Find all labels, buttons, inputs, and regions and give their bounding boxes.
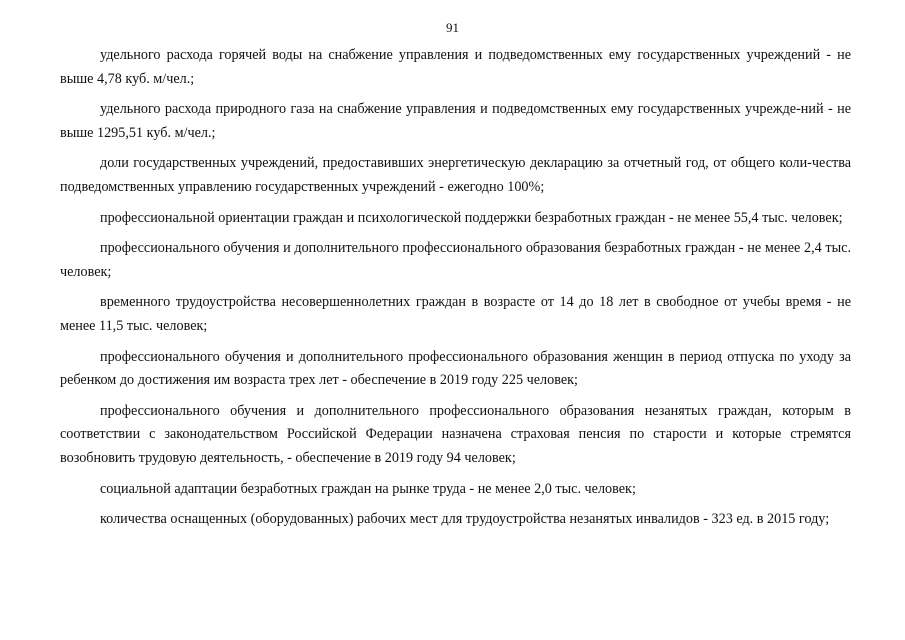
paragraph-women-training: профессионального обучения и дополнительного профессионального образования женщин в период отпуска по уходу за ребенком до достижения им возраста трех лет - обеспечение в 2019 году 225 человек; [60,348,851,389]
page-body [60,44,851,539]
paragraph-energy-declaration: доли государственных учреждений, предоставивших энергетическую декларацию за отчетный год, от общего коли-чества подведомственных управлению государственных учреждений - ежегодно 100%; [60,155,851,195]
paragraph-unemployed-training: профессионального обучения и дополнительного профессионального образования безработных граждан - не менее 2,4 тыс. человек; [60,240,851,280]
paragraph-minors-employment: временного трудоустройства несовершеннолетних граждан в возрасте от 14 до 18 лет в свободное от учебы время - не менее 11,5 тыс. человек; [60,294,851,334]
paragraph-pensioners-training: профессионального обучения и дополнительного профессионального образования незанятых граждан, которым в соответствии с законодательством Российской Федерации назначена страховая пенсия по старости и которые стремятся возобновить трудовую деятельность, - обеспечение в 2019 году 94 человек; [60,402,851,466]
page-number: 91 [446,20,459,35]
paragraph-social-adaptation: социальной адаптации безработных граждан на рынке труда - не менее 2,0 тыс. человек; [100,480,636,497]
paragraph-disabled-workplaces: количества оснащенных (оборудованных) рабочих мест для трудоустройства незанятых инвалидов - 323 ед. в 2015 году; [100,511,830,528]
paragraph-hot-water: удельного расхода горячей воды на снабжение управления и подведомственных ему государственных учреждений - не выше 4,78 куб. м/чел.; [60,47,851,87]
paragraph-career-guidance: профессиональной ориентации граждан и психологической поддержки безработных граждан - не менее 55,4 тыс. человек; [100,209,843,226]
paragraph-natural-gas: удельного расхода природного газа на снабжение управления и подведомственных ему государственных учрежде-ний - не выше 1295,51 куб. м/чел.; [60,101,851,141]
